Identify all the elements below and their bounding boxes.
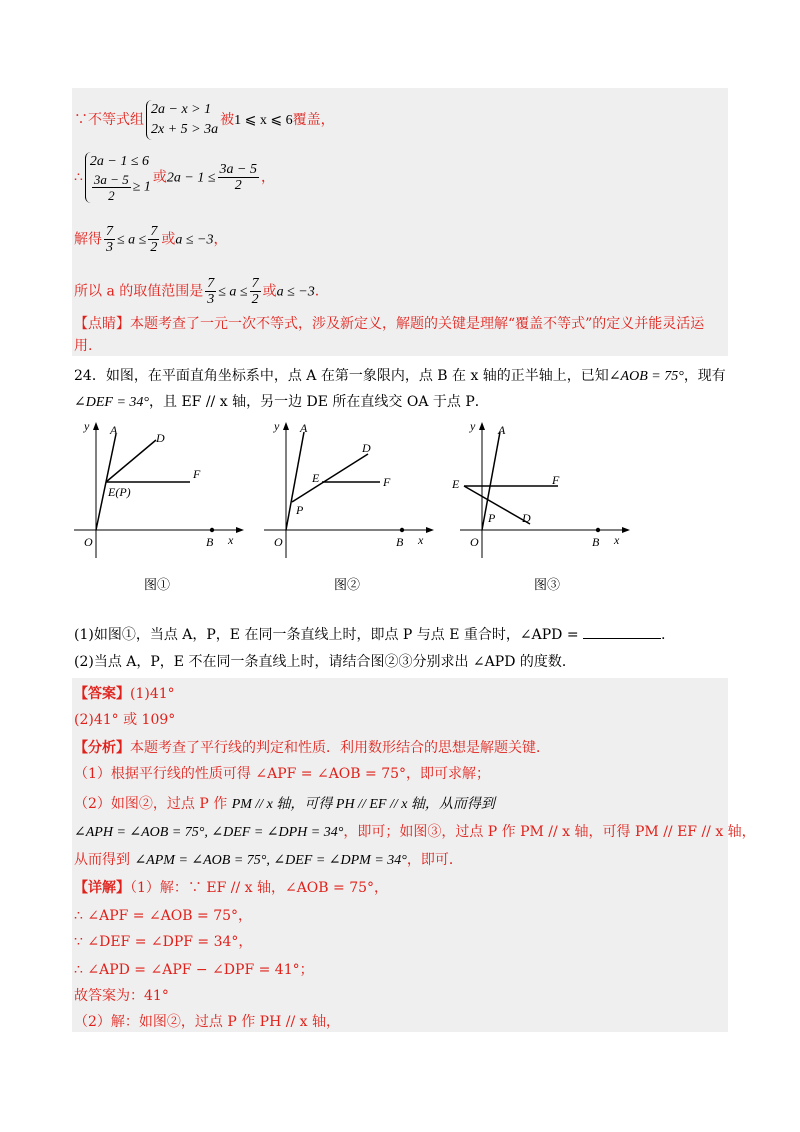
fig3-label-F: F — [552, 473, 560, 487]
fig3-label-D: D — [522, 511, 531, 525]
q24-part2: (2)当点 A，P，E 不在同一条直线上时，请结合图②③分别求出 ∠APD 的度数． — [74, 654, 576, 670]
analysis-line5: 从而得到 ∠APM = ∠AOB = 75°, ∠DEF = ∠DPM = 34°，即可． — [74, 852, 463, 868]
inequality-system-2: 2a − 1 ≤ 6 $\frac{3a - 5}{2}$ ≥ 1 — [85, 152, 151, 203]
answer-line2: (2)41° 或 109° — [74, 712, 176, 728]
figure-3-caption: 图③ — [534, 578, 561, 593]
figure-1 — [66, 418, 246, 568]
fig1-label-B: B — [206, 535, 214, 549]
analysis-line4: ∠APH = ∠AOB = 75°, ∠DEF = ∠DPH = 34°，即可；如图③，过点 P 作 PM // x 轴，可得 PM // EF // x 轴， — [74, 824, 756, 840]
figure-1-caption: 图① — [144, 578, 171, 593]
answer-line1: 【答案】(1)41° — [74, 686, 175, 702]
fig3-label-O: O — [470, 535, 479, 549]
sol23-line1: ∵不等式组 2a − x > 1 2x + 5 > 3a 被1 ⩽ x ⩽ 6覆盖， — [74, 100, 335, 140]
figure-2-caption: 图② — [334, 578, 361, 593]
answer-blank — [583, 624, 661, 639]
sol23-line2: ∴ 2a − 1 ≤ 6 $\frac{3a - 5}{2}$ ≥ 1 或2a − 1 ≤ $\frac{3a - 5}{2}$ ， — [74, 154, 275, 203]
detail-line3: ∵ ∠DEF = ∠DPF = 34°， — [74, 934, 253, 950]
sol23-line4: 所以 a 的取值范围是 $\frac{7}{3}$ ≤ a ≤ $\frac{7}{2}$ 或a ≤ −3. — [74, 276, 320, 307]
fig3-label-B: B — [592, 535, 600, 549]
fig2-label-x: x — [418, 533, 424, 547]
fig2-label-A: A — [300, 421, 308, 435]
q24-stem-line1: 24．如图，在平面直角坐标系中，点 A 在第一象限内，点 B 在 x 轴的正半轴上，已知∠AOB = 75°，现有 — [74, 368, 726, 384]
inequality-system: 2a − x > 1 2x + 5 > 3a — [146, 100, 218, 140]
fig2-label-B: B — [396, 535, 404, 549]
detail-line1: 【详解】（1）解：∵ EF // x 轴，∠AOB = 75°， — [74, 880, 389, 896]
q24-stem-line2: ∠DEF = 34°，且 EF // x 轴，另一边 DE 所在直线交 OA 于点 P． — [74, 394, 489, 410]
fig2-label-y: y — [274, 419, 280, 433]
fig1-label-A: A — [110, 423, 118, 437]
fig3-label-E: E — [452, 477, 460, 491]
fig1-label-D: D — [156, 431, 165, 445]
fig2-label-E: E — [312, 471, 320, 485]
analysis-line3: （2）如图②，过点 P 作 PM // x 轴，可得 PH // EF // x 轴，从而得到 — [74, 796, 495, 812]
comment-line2: 用. — [74, 338, 93, 354]
figure-3 — [452, 418, 640, 568]
detail-line2: ∴ ∠APF = ∠AOB = 75°， — [74, 908, 253, 924]
detail-line6: （2）解：如图②，过点 P 作 PH // x 轴， — [74, 1014, 340, 1030]
sol23-line3: 解得 $\frac{7}{3}$ ≤ a ≤ $\frac{7}{2}$ 或a ≤ −3， — [74, 224, 228, 255]
analysis-line2: （1）根据平行线的性质可得 ∠APF = ∠AOB = 75°，即可求解； — [74, 766, 491, 782]
fig2-label-F: F — [383, 475, 391, 489]
comment-line1: 【点睛】本题考查了一元一次不等式，涉及新定义，解题的关键是理解“覆盖不等式”的定义并能灵活运 — [74, 316, 705, 332]
fig3-label-A: A — [498, 423, 506, 437]
fig3-label-x: x — [614, 533, 620, 547]
q24-part1: (1)如图①，当点 A，P，E 在同一条直线上时，即点 P 与点 E 重合时，∠APD = . — [74, 624, 666, 645]
detail-line4: ∴ ∠APD = ∠APF − ∠DPF = 41°； — [74, 962, 314, 978]
figure-2 — [256, 418, 436, 568]
fig1-label-F: F — [193, 467, 201, 481]
fig3-label-y: y — [470, 419, 476, 433]
analysis-line1: 【分析】本题考查了平行线的判定和性质．利用数形结合的思想是解题关键． — [74, 740, 550, 756]
fig1-label-x: x — [228, 533, 234, 547]
fig1-label-y: y — [84, 419, 90, 433]
fig1-label-O: O — [84, 535, 93, 549]
detail-line5: 故答案为：41° — [74, 988, 169, 1004]
fig2-label-D: D — [362, 441, 371, 455]
fig1-label-EP: E(P) — [108, 485, 131, 499]
fig2-label-O: O — [274, 535, 283, 549]
fig3-label-P: P — [488, 511, 496, 525]
fig2-label-P: P — [296, 503, 304, 517]
